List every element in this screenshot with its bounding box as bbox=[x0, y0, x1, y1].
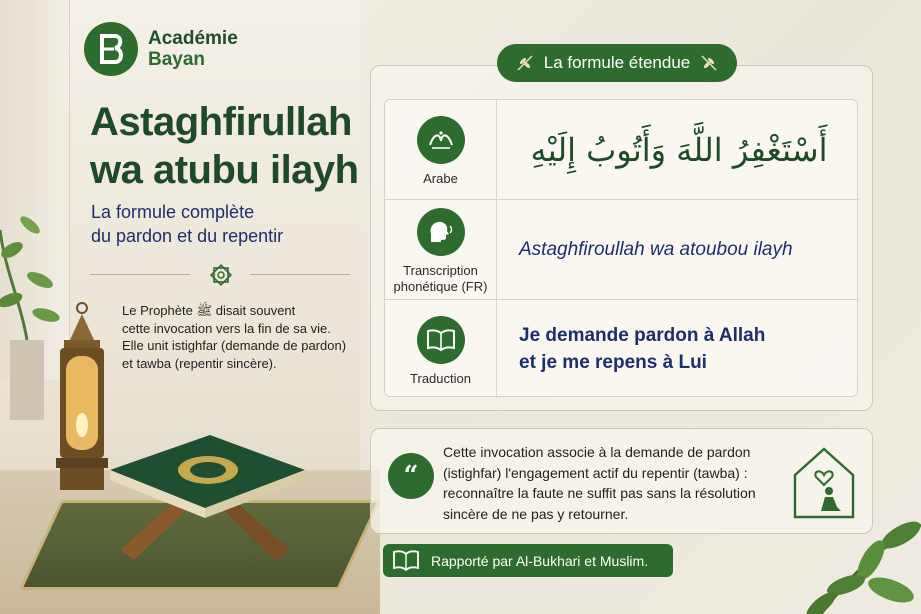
source-badge bbox=[383, 544, 673, 577]
book-b-logo-icon bbox=[84, 22, 138, 76]
formula-heading-badge bbox=[497, 44, 737, 82]
translation-text bbox=[519, 322, 765, 376]
title-line-1: Astaghfirullah bbox=[90, 100, 352, 144]
house-prayer-icon bbox=[791, 445, 857, 521]
title-line-2: wa atubu ilayh bbox=[90, 148, 359, 192]
transliteration-text: Astaghfiroullah wa atoubou ilayh bbox=[519, 238, 793, 260]
formula-row-translation bbox=[385, 300, 859, 398]
explanation-box bbox=[370, 428, 873, 534]
intro-note-line: Le Prophète ﷺ disait souvent bbox=[122, 303, 296, 318]
ornament-divider bbox=[90, 262, 350, 288]
formula-heading: La formule étendue bbox=[543, 53, 691, 72]
row-label-line: Transcription bbox=[403, 263, 478, 278]
sprig-right-icon bbox=[700, 54, 718, 72]
brand-name-line1: Académie bbox=[148, 28, 238, 49]
explanation-line: sincère de ne pas y retourner. bbox=[443, 505, 629, 522]
open-book-icon bbox=[393, 550, 419, 572]
explanation-line: Cette invocation associe à la demande de pardon bbox=[443, 444, 751, 460]
formula-row-transcription bbox=[385, 200, 859, 300]
brand-logo bbox=[84, 22, 238, 76]
intro-note-line: et tawba (repentir sincère). bbox=[122, 355, 277, 371]
open-book-icon bbox=[417, 316, 465, 364]
quran-calligraphy-icon bbox=[417, 116, 465, 164]
quran-on-stand-image bbox=[100, 400, 310, 570]
row-label-arabic: Arabe bbox=[423, 171, 458, 186]
quote-icon: “ bbox=[388, 453, 434, 499]
sprig-left-icon bbox=[516, 54, 534, 72]
row-label-translation: Traduction bbox=[410, 370, 471, 386]
brand-name-line2: Bayan bbox=[148, 49, 206, 70]
source-text: Rapporté par Al-Bukhari et Muslim. bbox=[431, 552, 649, 569]
translation-line: Je demande pardon à Allah bbox=[519, 325, 766, 346]
speaking-head-icon bbox=[417, 208, 465, 256]
intro-note-line: cette invocation vers la fin de sa vie. bbox=[122, 320, 331, 336]
subtitle-line-1: La formule complète bbox=[91, 202, 255, 222]
explanation-text bbox=[443, 442, 783, 524]
star-ornament-icon bbox=[208, 262, 234, 288]
formula-row-arabic bbox=[385, 100, 859, 200]
page-title bbox=[90, 98, 370, 194]
explanation-line: reconnaître la faute ne suffit pas sans la résolution bbox=[443, 485, 756, 501]
explanation-line: (istighfar) l'engagement actif du repentir (tawba) : bbox=[443, 464, 748, 481]
subtitle-line-2: du pardon et du repentir bbox=[91, 226, 284, 246]
formula-table bbox=[384, 99, 858, 397]
arabic-formula-text: أَسْتَغْفِرُ اللَّهَ وَأَتُوبُ إِلَيْهِ bbox=[530, 130, 828, 169]
intro-note bbox=[122, 302, 362, 372]
row-label-line: phonétique (FR) bbox=[393, 279, 488, 294]
intro-note-line: Elle unit istighfar (demande de pardon) bbox=[122, 338, 347, 353]
translation-line: et je me repens à Lui bbox=[519, 352, 707, 373]
page-subtitle bbox=[91, 200, 351, 248]
row-label-transcription bbox=[394, 263, 488, 295]
